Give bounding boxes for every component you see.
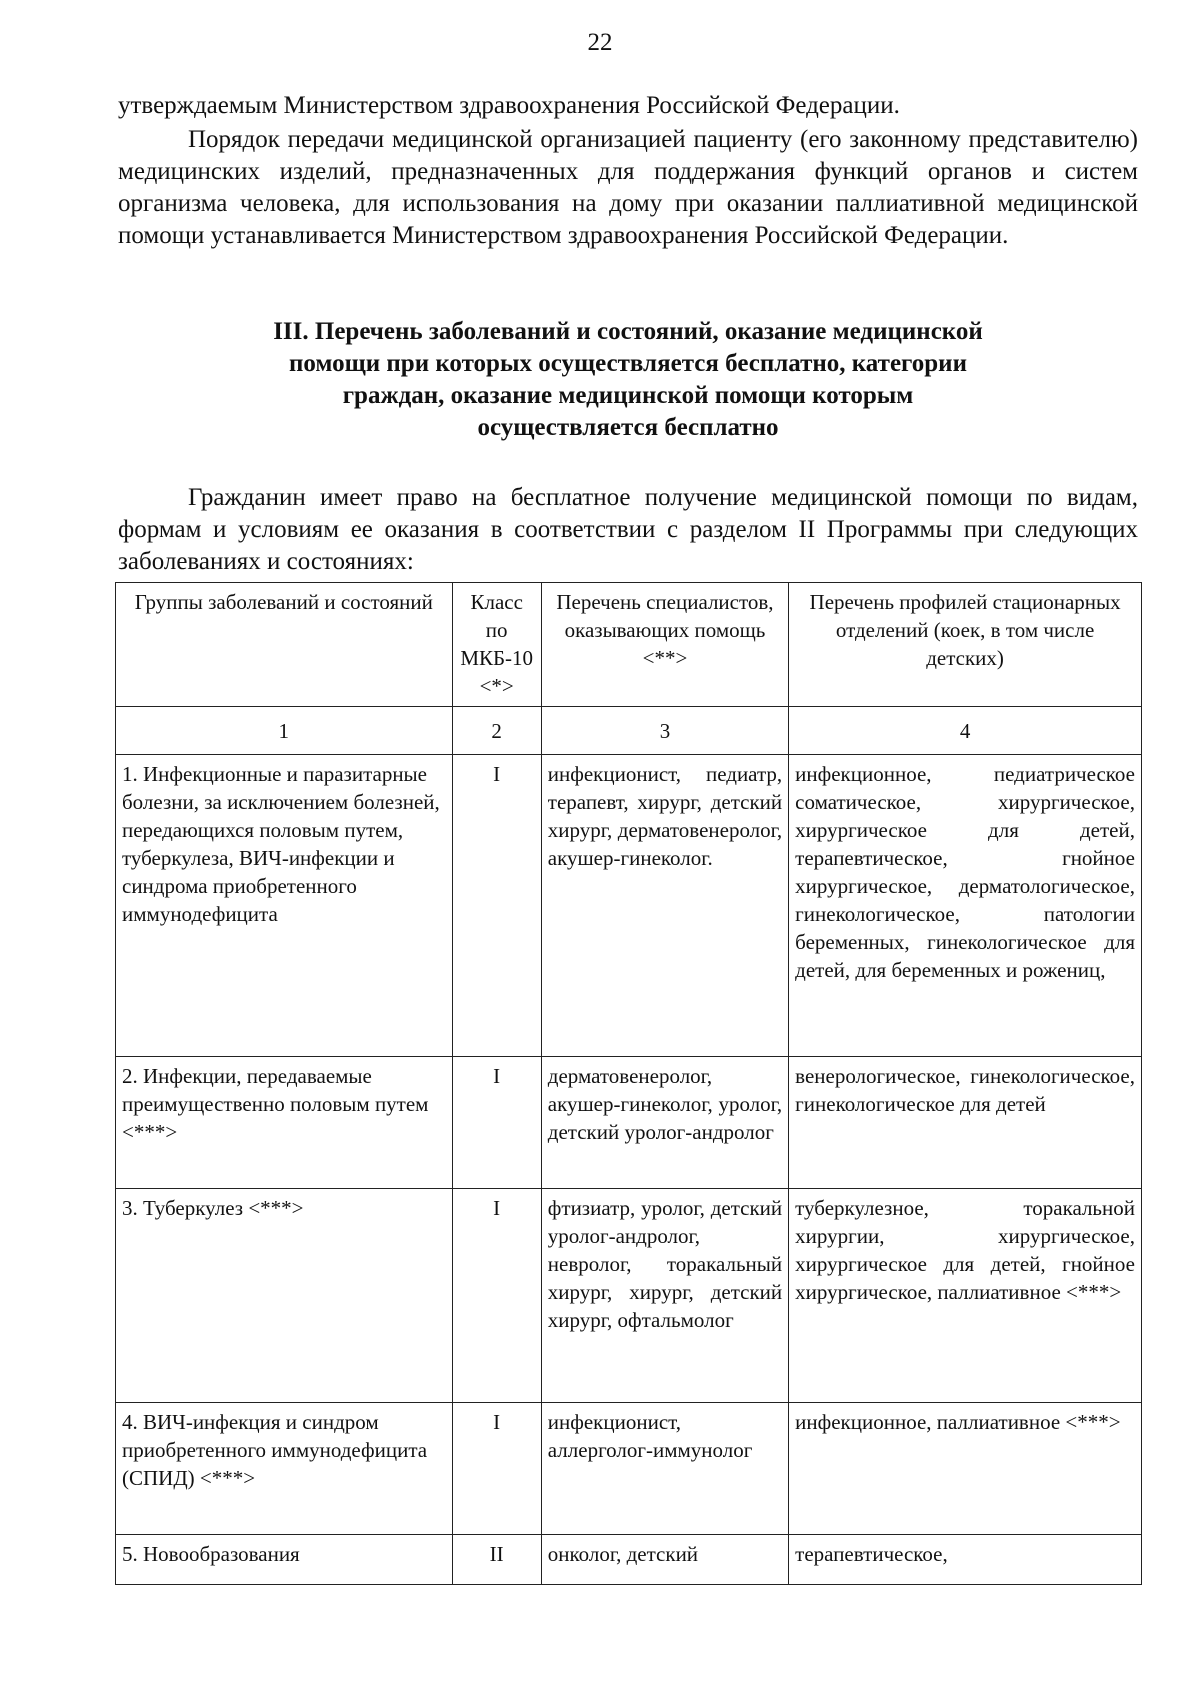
icd-class-cell: I	[452, 755, 541, 1057]
header-icd-class: Класс по МКБ-10 <*>	[452, 583, 541, 707]
section-heading-line: помощи при которых осуществляется бесплатно, категории	[289, 350, 967, 377]
table-row	[116, 755, 1142, 1057]
table-header-row	[116, 583, 1142, 707]
profiles-cell: терапевтическое,	[789, 1535, 1142, 1585]
specialists-cell: фтизиатр, уролог, детский уролог-андролог, невролог, торакальный хирург, хирург, детский хирург, офтальмолог	[541, 1189, 788, 1403]
icd-class-cell: I	[452, 1189, 541, 1403]
specialists-cell: инфекционист, аллерголог-иммунолог	[541, 1403, 788, 1535]
column-number: 4	[789, 707, 1142, 755]
profiles-cell: туберкулезное, торакальной хирургии, хирургическое, хирургическое для детей, гнойное хирургическое, паллиативное <***>	[789, 1189, 1142, 1403]
icd-class-cell: I	[452, 1057, 541, 1189]
disease-group-cell: 1. Инфекционные и паразитарные болезни, за исключением болезней, передающихся половым путем, туберкулеза, ВИЧ-инфекции и синдрома приобретенного иммунодефицита	[116, 755, 453, 1057]
page-number: 22	[587, 29, 613, 56]
profiles-cell: инфекционное, педиатрическое соматическое, хирургическое, хирургическое для детей, терапевтическое, гнойное хирургическое, дерматологическое, гинекологическое, патологии беременных, гинекологическое для детей, для беременных и рожениц,	[789, 755, 1142, 1057]
header-disease-groups: Группы заболеваний и состояний	[116, 583, 453, 707]
icd-class-cell: I	[452, 1403, 541, 1535]
paragraph-transfer-order: Порядок передачи медицинской организацией пациенту (его законному представителю) медицинских изделий, предназначенных для поддержания функций органов и систем организма человека, для использования на дому при оказании паллиативной медицинской помощи устанавливается Министерством здравоохранения Российской Федерации.	[118, 126, 1138, 249]
column-number: 3	[541, 707, 788, 755]
column-number-row	[116, 707, 1142, 755]
table-row	[116, 1189, 1142, 1403]
section-heading	[118, 316, 1138, 444]
icd-class-cell: II	[452, 1535, 541, 1585]
paragraph-continuation: утверждаемым Министерством здравоохранения Российской Федерации.	[118, 92, 900, 119]
column-number: 2	[452, 707, 541, 755]
header-ward-profiles: Перечень профилей стационарных отделений (коек, в том числе детских)	[789, 583, 1142, 707]
table-row	[116, 1057, 1142, 1189]
specialists-cell: дерматовенеролог, акушер-гинеколог, уролог, детский уролог-андролог	[541, 1057, 788, 1189]
disease-group-cell: 3. Туберкулез <***>	[116, 1189, 453, 1403]
section-heading-line: осуществляется бесплатно	[477, 414, 779, 441]
paragraph-citizen-rights: Гражданин имеет право на бесплатное получение медицинской помощи по видам, формам и условиям ее оказания в соответствии с разделом II Программы при следующих заболеваниях и состояниях:	[118, 484, 1138, 575]
table-row	[116, 1535, 1142, 1585]
profiles-cell: венерологическое, гинекологическое, гинекологическое для детей	[789, 1057, 1142, 1189]
section-heading-line: граждан, оказание медицинской помощи которым	[342, 382, 914, 409]
disease-group-cell: 5. Новообразования	[116, 1535, 453, 1585]
section-heading-line: III. Перечень заболеваний и состояний, оказание медицинской	[273, 318, 983, 345]
column-number: 1	[116, 707, 453, 755]
header-specialists: Перечень специалистов, оказывающих помощь <**>	[541, 583, 788, 707]
specialists-cell: онколог, детский	[541, 1535, 788, 1585]
disease-group-cell: 4. ВИЧ-инфекция и синдром приобретенного иммунодефицита (СПИД) <***>	[116, 1403, 453, 1535]
specialists-cell: инфекционист, педиатр, терапевт, хирург, детский хирург, дерматовенеролог, акушер-гинеколог.	[541, 755, 788, 1057]
diseases-table	[115, 582, 1142, 1585]
disease-group-cell: 2. Инфекции, передаваемые преимущественно половым путем <***>	[116, 1057, 453, 1189]
profiles-cell: инфекционное, паллиативное <***>	[789, 1403, 1142, 1535]
table-row	[116, 1403, 1142, 1535]
